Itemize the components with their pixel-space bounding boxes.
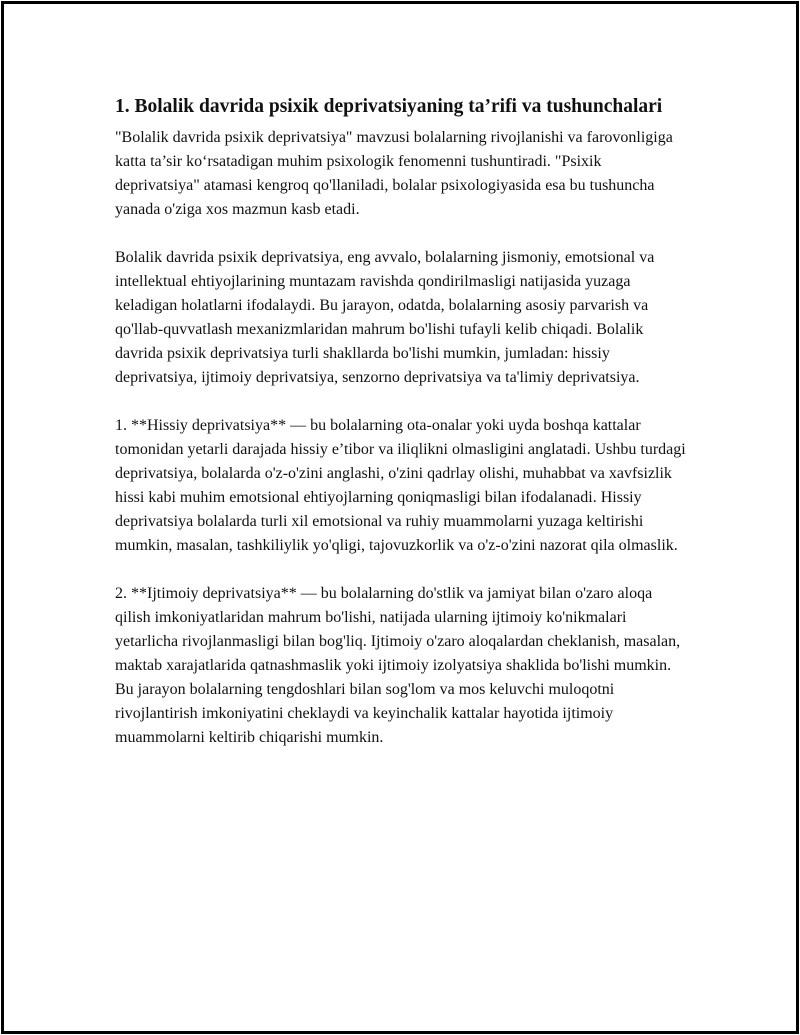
paragraph-emotional-deprivation: 1. **Hissiy deprivatsiya** — bu bolalarning ota-onalar yoki uyda boshqa kattalar tomonidan yetarli darajada hissiy e’tibor va iliqlikni olmasligini anglatadi. Ushbu turdagi deprivatsiya, bolalarda o'z-o'zini anglashi, o'zini qadrlay olishi, muhabbat va xavfsizlik hissi kabi muhim emotsional ehtiyojlarning qoniqmasligi bilan ifodalanadi. Hissiy deprivatsiya bolalarda turli xil emotsional va ruhiy muammolarni yuzaga keltirishi mumkin, masalan, tashkiliylik yo'qligi, tajovuzkorlik va o'z-o'zini nazorat qila olmaslik.: [115, 417, 686, 554]
document-body: [115, 93, 690, 774]
paragraph-social-deprivation: 2. **Ijtimoiy deprivatsiya** — bu bolalarning do'stlik va jamiyat bilan o'zaro aloqa qilish imkoniyatlaridan mahrum bo'lishi, natijada ularning ijtimoiy ko'nikmalari yetarlicha rivojlanmasligi bilan bog'liq. Ijtimoiy o'zaro aloqalardan cheklanish, masalan, maktab xarajatlarida qatnashmaslik yoki ijtimoiy izolyatsiya shaklida bo'lishi mumkin. Bu jarayon bolalarning tengdoshlari bilan sog'lom va mos keluvchi muloqotni rivojlantirish imkoniyatini cheklaydi va keyinchalik kattalar hayotida ijtimoiy muammolarni keltirib chiqarishi mumkin.: [115, 585, 681, 746]
paragraph-definition: Bolalik davrida psixik deprivatsiya, eng avvalo, bolalarning jismoniy, emotsional va intellektual ehtiyojlarining muntazam ravishda qondirilmasligi natijasida yuzaga keladigan holatlarni ifodalaydi. Bu jarayon, odatda, bolalarning asosiy parvarish va qo'llab-quvvatlash mexanizmlaridan mahrum bo'lishi tufayli kelib chiqadi. Bolalik davrida psixik deprivatsiya turli shakllarda bo'lishi mumkin, jumladan: hissiy deprivatsiya, ijtimoiy deprivatsiya, senzorno deprivatsiya va ta'limiy deprivatsiya.: [115, 249, 655, 386]
section-title: 1. Bolalik davrida psixik deprivatsiyaning ta’rifi va tushunchalari: [115, 96, 663, 117]
paragraph-intro: "Bolalik davrida psixik deprivatsiya" mavzusi bolalarning rivojlanishi va farovonligiga katta ta’sir ko‘rsatadigan muhim psixologik fenomenni tushuntiradi. "Psixik deprivatsiya" atamasi kengroq qo'llaniladi, bolalar psixologiyasida esa bu tushuncha yanada o'ziga xos mazmun kasb etadi.: [115, 129, 673, 218]
